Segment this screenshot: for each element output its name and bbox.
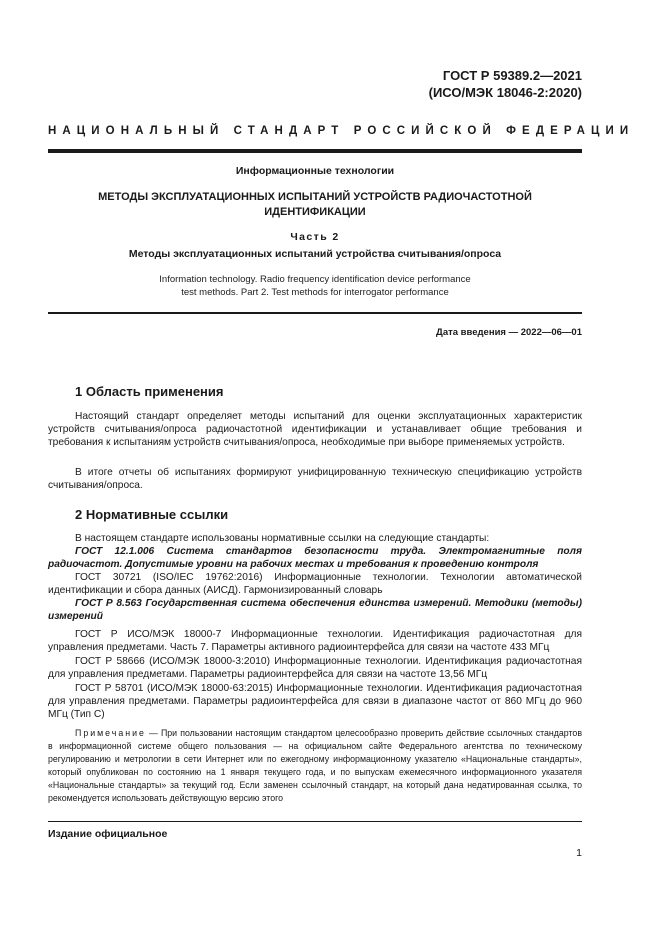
section1-paragraph-1: Настоящий стандарт определяет методы испытаний для оценки эксплуатационных характеристик устройств считывания/опроса радиочастотной идентификации и устанавливает общие требования и требования к испытаниям устройств считывания/опроса, необходимые при выборе применяемых устройств. [48, 411, 582, 448]
main-title: МЕТОДЫ ЭКСПЛУАТАЦИОННЫХ ИСПЫТАНИЙ УСТРОЙСТВ РАДИОЧАСТОТНОЙ ИДЕНТИФИКАЦИИ [98, 191, 532, 218]
national-standard-banner: НАЦИОНАЛЬНЫЙ СТАНДАРТ РОССИЙСКОЙ ФЕДЕРАЦИИ [48, 125, 635, 137]
official-edition-label: Издание официальное [48, 828, 168, 840]
reference-gost-30721: ГОСТ 30721 (ISO/IEC 19762:2016) Информационные технологии. Технологии автоматической идентификации и сбора данных (АИСД). Гармонизированный словарь [48, 572, 582, 596]
top-thick-rule [48, 149, 582, 153]
introduction-date: Дата введения — 2022—06—01 [436, 327, 582, 338]
iso-code: (ИСО/МЭК 18046-2:2020) [428, 85, 582, 100]
reference-gost-r-8-563: ГОСТ Р 8.563 Государственная система обеспечения единства измерений. Методики (методы) измерений [48, 598, 582, 622]
english-title [48, 273, 582, 299]
english-title-line2: test methods. Part 2. Test methods for interrogator performance [181, 287, 449, 298]
subtitle: Методы эксплуатационных испытаний устройства считывания/опроса [128, 248, 502, 260]
section2-heading: 2 Нормативные ссылки [75, 507, 229, 522]
reference-gost-r-58701: ГОСТ Р 58701 (ИСО/МЭК 18000-63:2015) Информационные технологии. Идентификация радиочастотная для управления предметами. Параметры радиоинтерфейса для связи в диапазоне частот от 860 МГц до 960 МГц (Тип С) [48, 683, 582, 720]
section1-paragraph-2: В итоге отчеты об испытаниях формируют унифицированную техническую спецификацию устройств считывания/опроса. [48, 467, 582, 491]
reference-gost-r-58666: ГОСТ Р 58666 (ИСО/МЭК 18000-3:2010) Информационные технологии. Идентификация радиочастотная для управления предметами. Параметры радиоинтерфейса для связи на частоте 13,56 МГц [48, 656, 582, 680]
footer-rule [48, 821, 582, 822]
title-bottom-rule [48, 312, 582, 314]
standard-code: ГОСТ Р 59389.2—2021 [442, 68, 582, 83]
reference-gost-12-1-006: ГОСТ 12.1.006 Система стандартов безопасности труда. Электромагнитные поля радиочастот. Допустимые уровни на рабочих местах и требования к проведению контроля [48, 546, 582, 570]
normative-note [48, 727, 582, 805]
page-number: 1 [576, 847, 582, 859]
note-label: Примечание [75, 728, 146, 738]
title-category: Информационные технологии [235, 165, 395, 177]
section2-intro: В настоящем стандарте использованы нормативные ссылки на следующие стандарты: [75, 533, 490, 544]
reference-gost-r-iso-18000-7: ГОСТ Р ИСО/МЭК 18000-7 Информационные технологии. Идентификация радиочастотная для управления предметами. Часть 7. Параметры активного радиоинтерфейса для связи на частоте 433 МГц [48, 629, 582, 653]
section1-heading: 1 Область применения [75, 384, 224, 399]
english-title-line1: Information technology. Radio frequency identification device performance [159, 274, 471, 285]
note-text: — При пользовании настоящим стандартом целесообразно проверить действие ссылочных стандартов в информационной системе общего пользования — на официальном сайте Федерального агентства по техническому регулированию и метрологии в сети Интернет или по ежегодному информационному указателю «Национальные стандарты», который опубликован по состоянию на 1 января текущего года, и по выпускам ежемесячного информационного указателя «Национальные стандарты» за текущий год. Если заменен ссылочный стандарт, на который дана недатированная ссылка, то рекомендуется использовать действующую версию этого [48, 728, 582, 803]
part-label: Часть 2 [290, 231, 340, 243]
